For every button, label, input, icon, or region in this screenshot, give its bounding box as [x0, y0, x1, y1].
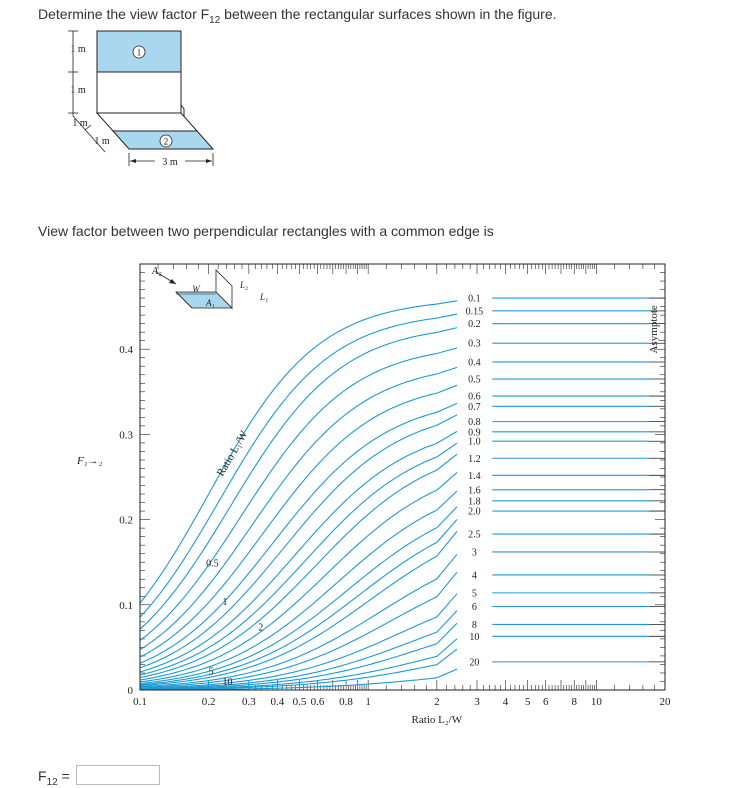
curve-1.8 [140, 520, 457, 685]
curve-label-4: 4 [471, 570, 477, 582]
curve-1.4 [140, 491, 457, 682]
curve-0.7 [140, 415, 457, 668]
floor-strip [97, 113, 197, 131]
curve-label-0.4: 0.4 [468, 357, 481, 369]
depth-1-label: 1 m [72, 118, 88, 129]
curve-4 [140, 594, 457, 688]
x-tick-label: 0.8 [339, 696, 353, 708]
depth-2-label: 1 m [94, 136, 110, 147]
inner-value-label: 1 [222, 596, 228, 608]
x-tick-label: 0.4 [270, 696, 285, 708]
inset-a1-label: A₁ [206, 298, 215, 308]
x-axis-label: Ratio L₂/W [411, 714, 463, 726]
inner-value-label: 5 [208, 666, 214, 678]
curve-label-1.8: 1.8 [468, 496, 481, 508]
y-tick-label: 0.2 [119, 514, 133, 527]
inset-w-label: W [192, 284, 200, 294]
curve-label-10: 10 [469, 631, 480, 643]
y-tick-label: 0 [127, 685, 133, 697]
answer-label-sub: 12 [46, 776, 58, 788]
question-text-end: between the rectangular surfaces shown in the figure. [220, 6, 557, 22]
y-tick-label: 0.4 [119, 344, 133, 357]
inner-ratio-label: Ratio L₁/W [214, 428, 251, 479]
x-tick-label: 3 [474, 696, 480, 708]
x-tick-label: 0.3 [241, 696, 256, 708]
height-1-label: 1 m [70, 44, 86, 55]
curve-label-1.2: 1.2 [468, 453, 481, 465]
inner-value-label: 2 [258, 622, 264, 634]
x-tick-label: 0.6 [310, 696, 325, 708]
curve-0.4 [140, 367, 457, 649]
x-tick-label: 1 [365, 696, 371, 708]
x-tick-label: 0.5 [292, 696, 307, 708]
subheading: View factor between two perpendicular rectangles with a common edge is [38, 223, 494, 239]
curve-1.2 [140, 473, 457, 680]
rectangles-figure [60, 30, 230, 180]
surface-2-label: 2 [163, 136, 169, 147]
length-label: 3 m [162, 157, 178, 168]
curve-0.3 [140, 348, 457, 641]
curve-label-0.3: 0.3 [468, 338, 481, 350]
curves [140, 298, 649, 690]
question-text-start: Determine the view factor F [38, 6, 210, 22]
x-tick-label: 0.2 [201, 696, 216, 708]
curve-label-0.1: 0.1 [468, 293, 481, 305]
y-tick-label: 0.3 [119, 429, 133, 442]
curve-label-2.5: 2.5 [468, 529, 481, 541]
inset-a2-label: A₂ [152, 266, 162, 277]
curve-label-1.0: 1.0 [468, 436, 481, 448]
curve-label-8: 8 [471, 619, 477, 631]
answer-input[interactable] [76, 765, 160, 785]
question-subscript: 12 [209, 14, 221, 26]
curve-label-6: 6 [471, 602, 477, 614]
x-tick-label: 4 [502, 696, 509, 708]
curve-label-0.15: 0.15 [465, 306, 484, 318]
curve-0.1 [140, 301, 457, 603]
y-tick-label: 0.1 [119, 599, 133, 612]
curve-label-1.4: 1.4 [468, 470, 481, 482]
curve-label-5: 5 [471, 588, 477, 600]
x-tick-label: 10 [590, 696, 602, 708]
curve-label-1.6: 1.6 [468, 485, 481, 497]
curve-label-0.5: 0.5 [468, 374, 481, 386]
x-tick-label: 20 [659, 696, 670, 708]
inner-value-label: 10 [222, 676, 233, 688]
view-factor-chart [70, 250, 670, 740]
x-tick-label: 6 [542, 696, 549, 708]
curve-label-0.9: 0.9 [468, 427, 481, 439]
curve-label-0.8: 0.8 [468, 417, 481, 429]
asymptote-title: Asymptote [648, 305, 660, 354]
curve-label-0.2: 0.2 [468, 319, 481, 331]
curve-label-3: 3 [471, 547, 477, 559]
height-2-label: 1 m [70, 85, 86, 96]
x-tick-label: 5 [524, 696, 531, 708]
answer-label-f: F [38, 768, 47, 784]
y-axis-label: F₁→₂ [77, 455, 103, 468]
surface-1-label: 1 [136, 47, 142, 58]
curve-labels [206, 294, 660, 688]
curve-label-0.6: 0.6 [468, 391, 481, 403]
x-tick-label: 8 [571, 696, 577, 708]
question-text [38, 6, 557, 26]
answer-label [38, 768, 70, 788]
middle-surface [97, 72, 181, 113]
inner-value-label: 0.5 [206, 558, 219, 570]
x-tick-label: 0.1 [133, 696, 147, 708]
answer-label-eq: = [57, 768, 70, 784]
inset-l1-label: L₁ [260, 292, 269, 302]
curve-label-2.0: 2.0 [468, 506, 481, 518]
curve-label-0.7: 0.7 [468, 401, 481, 413]
curve-label-20: 20 [469, 657, 480, 669]
x-tick-label: 2 [434, 696, 440, 708]
inset-l2-label: L₂ [240, 280, 249, 290]
inset-diagram [151, 266, 268, 308]
